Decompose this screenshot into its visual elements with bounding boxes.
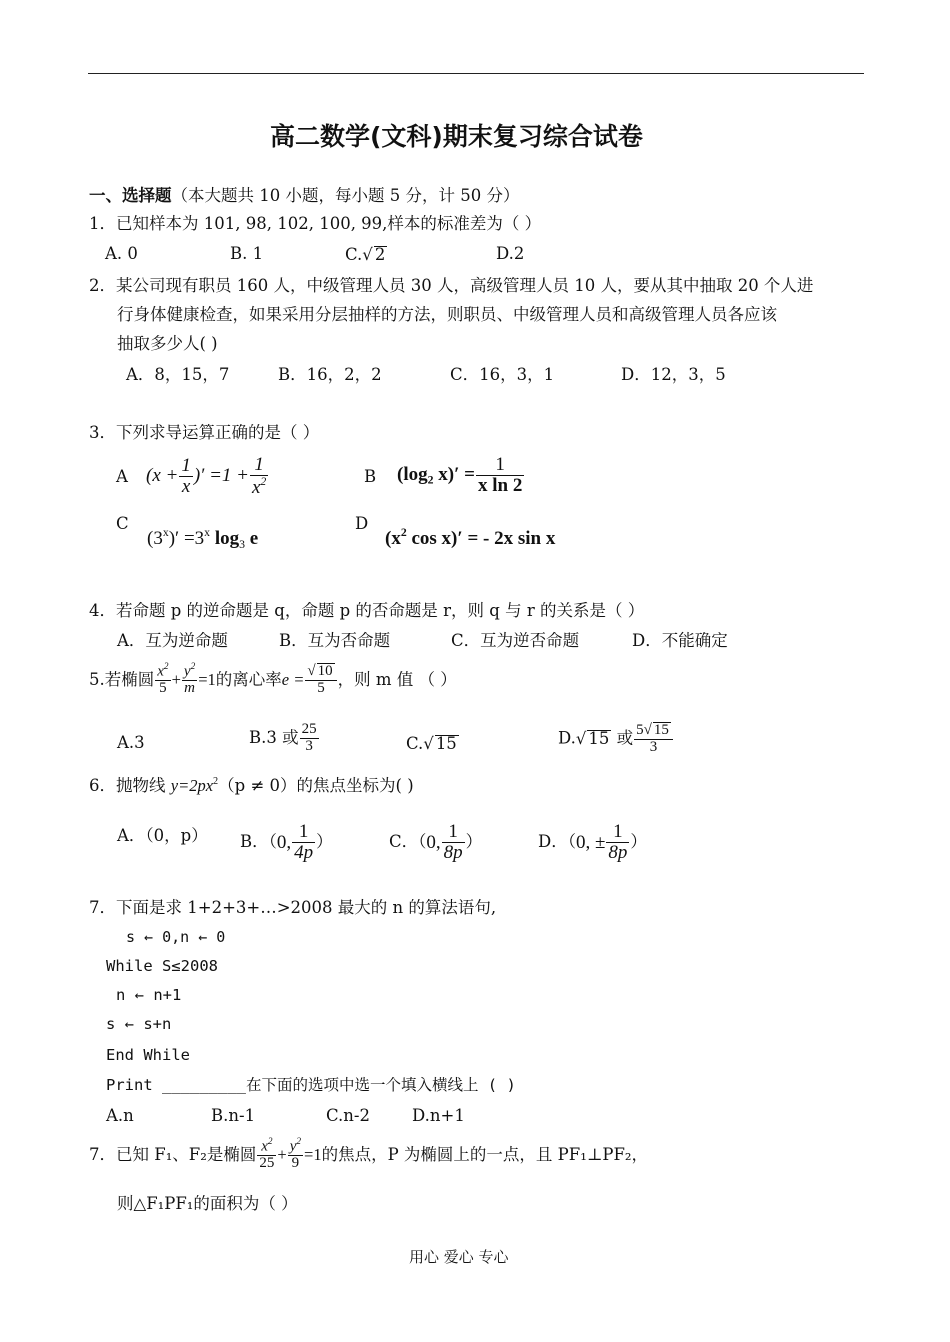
q1-stem: 1．已知样本为 101, 98, 102, 100, 99,样本的标准差为（ ）: [89, 214, 542, 233]
q6-option-c: C．（0, $\frac{1}{8p}$ ）: [389, 821, 483, 863]
section-heading: [89, 188, 519, 205]
q2-line1: 2．某公司现有职员 160 人，中级管理人员 30 人，高级管理人员 10 人，要从其中抽取 20 个人进: [89, 276, 814, 295]
top-rule: [88, 73, 864, 74]
q7a-option-b: B.n-1: [211, 1106, 256, 1125]
q7a-stem: 7．下面是求 1+2+3+…>2008 最大的 n 的算法语句,: [89, 898, 497, 917]
q1-option-a: A. 0: [105, 244, 138, 263]
q2-option-c: C．16，3，1: [450, 365, 555, 384]
q7a-code-line5: End While: [106, 1046, 190, 1064]
page-footer: 用心 爱心 专心: [409, 1248, 509, 1266]
q7b-stem: 7．已知 F₁、F₂是椭圆 $\frac{x^2}{25}$ + $\frac{y^2}{9}$ =1的焦点，P 为椭圆上的一点，且 PF₁⊥PF₂，: [89, 1137, 649, 1172]
q5-option-c: C.√ 15: [406, 734, 457, 753]
q1-option-c: C.√ 2: [345, 245, 386, 264]
q7a-code-line6: Print _________在下面的选项中选一个填入横线上 ( ): [106, 1076, 516, 1094]
section-title: 一、选择题: [89, 186, 172, 205]
q7a-option-c: C.n-2: [326, 1106, 370, 1125]
q7a-code-line3: n ← n+1: [116, 986, 182, 1004]
q2-line2: 行身体健康检查，如果采用分层抽样的方法，则职员、中级管理人员和高级管理人员各应该: [117, 305, 777, 324]
q7b-line2: 则△F₁PF₁的面积为（ ）: [117, 1194, 298, 1213]
q3-label-c: C: [116, 514, 129, 533]
q3-formula-d: ($x^2$ cos x)′ = - 2x sin x: [385, 526, 556, 550]
page-title: 高二数学(文科)期末复习综合试卷: [270, 122, 643, 151]
q6-stem: 6．抛物线 $y=2px^2(p \ne 0)$的焦点坐标为( ): [89, 776, 414, 796]
q3-formula-c: $(3^x)' =3^x$ $\log_3 e$: [147, 526, 259, 551]
q5-option-d: D.√ 15 或 $\frac{5√ 15}{3}$: [558, 722, 674, 756]
q4-option-a: A．互为逆命题: [117, 631, 228, 650]
q6-option-b: B．（0, $\frac{1}{4p}$ ）: [240, 821, 333, 863]
q6-option-d: D．（0, ± $\frac{1}{8p}$ ）: [538, 821, 647, 863]
q4-option-d: D．不能确定: [632, 631, 728, 650]
q4-option-c: C．互为逆否命题: [451, 631, 580, 650]
q1-option-d: D.2: [496, 244, 525, 263]
q3-formula-a: (x + $\frac{1}{x}$ )′ =1 + $\frac{1}{x^2}$: [146, 454, 267, 499]
q2-option-a: A．8，15，7: [126, 365, 230, 384]
q5-option-a: A.3: [117, 733, 145, 752]
q1-option-b: B. 1: [230, 244, 264, 263]
q5-stem: 5.若椭圆 $\frac{x^2}{5}$ + $\frac{y^2}{m}$ =1的离心率e = $\frac{√ 10}{5}$ ，则 m 值 （ ）: [89, 662, 457, 697]
q2-option-d: D．12，3，5: [621, 365, 726, 384]
q5-option-b: B.3 或 $\frac{25}{3}$: [249, 721, 317, 754]
q7a-code-line1: s ← 0,n ← 0: [126, 928, 226, 946]
q3-label-b: B: [364, 467, 377, 486]
q2-line3: 抽取多少人( ): [117, 334, 218, 353]
q7a-option-a: A.n: [106, 1106, 134, 1125]
q3-label-d: D: [355, 514, 369, 533]
q7a-code-line2: While S≤2008: [106, 957, 218, 975]
q7a-option-d: D.n+1: [412, 1106, 465, 1125]
section-note: （本大题共 10 小题，每小题 5 分，计 50 分）: [171, 186, 520, 205]
q6-option-a: A．（0，p）: [117, 826, 208, 845]
q3-stem: 3．下列求导运算正确的是（ ）: [89, 423, 320, 442]
q2-option-b: B．16，2，2: [278, 365, 382, 384]
q4-stem: 4．若命题 p 的逆命题是 q，命题 p 的否命题是 r，则 q 与 r 的关系是（ ）: [89, 601, 645, 620]
q3-label-a: A: [116, 467, 128, 486]
q4-option-b: B．互为否命题: [279, 631, 391, 650]
q7a-code-line4: s ← s+n: [106, 1015, 172, 1033]
q3-formula-b: ($\log_2$ x)′ = $\frac{1}{\text{x ln 2}}$: [397, 454, 523, 496]
